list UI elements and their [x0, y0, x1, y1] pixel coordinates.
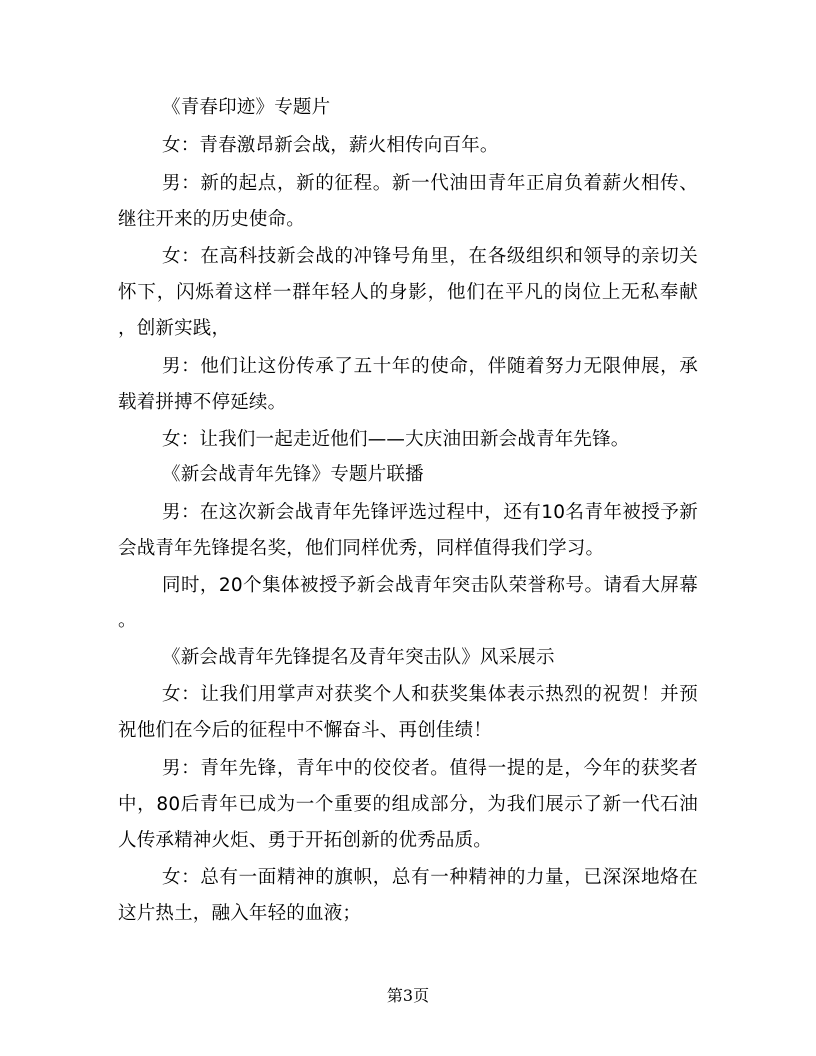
text-line: 女：让我们一起走近他们——大庆油田新会战青年先锋。	[162, 429, 630, 450]
text-line: 男：青年先锋，青年中的佼佼者。值得一提的是，今年的获奖者	[162, 758, 698, 779]
text-line: 《青春印迹》专题片	[162, 97, 331, 118]
text-line: 女：在高科技新会战的冲锋号角里，在各级组织和领导的亲切关	[162, 246, 698, 267]
text-line: 怀下，闪烁着这样一群年轻人的身影，他们在平凡的岗位上无私奉献	[118, 282, 698, 303]
text-line: 载着拼搏不停延续。	[118, 392, 287, 413]
text-line: 《新会战青年先锋》专题片联播	[162, 464, 424, 485]
text-line: 会战青年先锋提名奖，他们同样优秀，同样值得我们学习。	[118, 538, 605, 559]
text-line: 女：让我们用掌声对获奖个人和获奖集体表示热烈的祝贺！并预	[162, 684, 698, 705]
text-line: 《新会战青年先锋提名及青年突击队》风采展示	[162, 647, 555, 668]
text-line: 男：新的起点，新的征程。新一代油田青年正肩负着薪火相传、	[162, 173, 698, 194]
text-line: 人传承精神火炬、勇于开拓创新的优秀品质。	[118, 830, 493, 851]
text-line: 男：他们让这份传承了五十年的使命，伴随着努力无限伸展，承	[162, 356, 698, 377]
text-line: 女：青春激昂新会战，薪火相传向百年。	[162, 135, 499, 156]
page-number: 第3页	[386, 986, 430, 1005]
text-line: 女：总有一面精神的旗帜，总有一种精神的力量，已深深地烙在	[162, 867, 698, 888]
text-line: 中，80后青年已成为一个重要的组成部分，为我们展示了新一代石油	[118, 794, 698, 815]
text-line: 这片热土，融入年轻的血液；	[118, 903, 362, 924]
text-line: 继往开来的历史使命。	[118, 209, 306, 230]
text-line: 。	[118, 610, 137, 631]
text-line: 同时，20个集体被授予新会战青年突击队荣誉称号。请看大屏幕	[162, 575, 698, 596]
text-line: 男：在这次新会战青年先锋评选过程中，还有10名青年被授予新	[162, 502, 698, 523]
text-line: 祝他们在今后的征程中不懈奋斗、再创佳绩！	[118, 720, 493, 741]
text-line: ，创新实践，	[118, 318, 231, 339]
